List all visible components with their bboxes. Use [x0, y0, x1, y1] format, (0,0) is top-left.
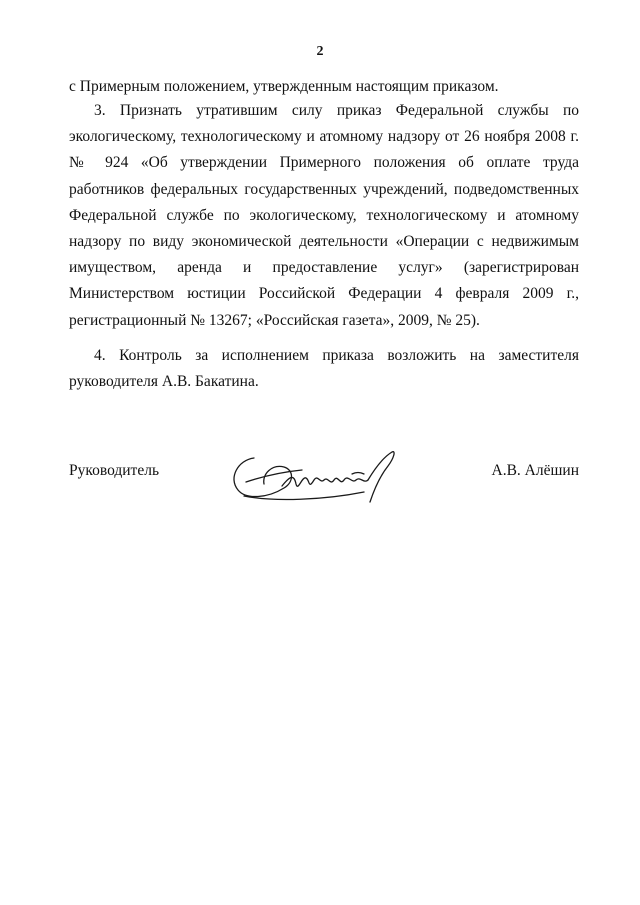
- handwritten-signature: [224, 440, 404, 510]
- continuation-line: с Примерным положением, утвержденным настоящим приказом.: [69, 78, 499, 95]
- signatory-title: Руководитель: [69, 462, 160, 479]
- paragraph-3-block: [69, 98, 579, 334]
- signatory-name: А.В. Алёшин: [491, 462, 579, 479]
- paragraph-4-block: [69, 343, 579, 395]
- paragraph-4: 4. Контроль за исполнением приказа возложить на заместителя руководителя А.В. Бакатина.: [69, 347, 579, 391]
- signature-block: [69, 440, 579, 510]
- continuation-text: [69, 74, 579, 100]
- page-number: 2: [316, 44, 324, 59]
- paragraph-3: 3. Признать утратившим силу приказ Федеральной службы по экологическому, технологическому и атомному надзору от 26 ноября 2008 г. № 924 «Об утверждении Примерного положения об оплате труда работников федеральных государственных учреждений, подведомственных Федеральной службе по экологическому, технологическому и атомному надзору по виду экономической деятельности «Операции с недвижимым имуществом, аренда и предоставление услуг» (зарегистрирован Министерством юстиции Российской Федерации 4 февраля 2009 г., регистрационный № 13267; «Российская газета», 2009, № 25).: [69, 102, 579, 329]
